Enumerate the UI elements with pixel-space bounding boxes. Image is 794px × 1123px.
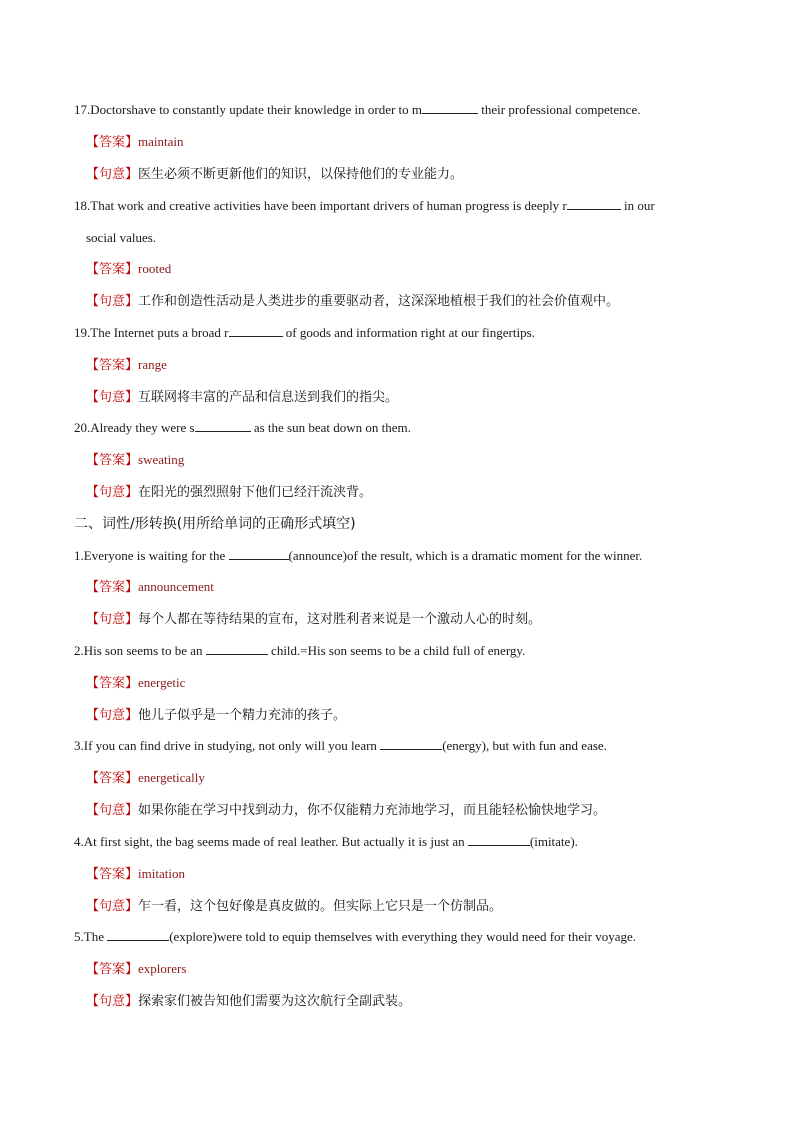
question-text: The <box>83 929 108 944</box>
question-text: in our <box>620 198 655 213</box>
answer-tag: 【答案】 <box>86 453 139 468</box>
question-text: social values. <box>86 230 157 245</box>
meaning-text: 在阳光的强烈照射下他们已经汗流浃背。 <box>138 485 373 500</box>
answer-text: range <box>138 357 167 372</box>
meaning-text: 互联网将丰富的产品和信息送到我们的指尖。 <box>138 390 399 405</box>
meaning-text: 工作和创造性活动是人类进步的重要驱动者，这深深地植根于我们的社会价值观中。 <box>138 294 620 309</box>
meaning-line <box>86 388 734 407</box>
question-text: Already they were s <box>90 420 195 435</box>
meaning-tag: 【句意】 <box>86 167 139 182</box>
question-number: 1. <box>74 548 84 563</box>
question-text: If you can find drive in studying, not only will you learn <box>83 738 381 753</box>
meaning-tag: 【句意】 <box>86 803 139 818</box>
question-text: (imitate). <box>529 834 578 849</box>
answer-tag: 【答案】 <box>86 867 139 882</box>
question-text: (explore)were told to equip themselves with everything they would need for their voyage. <box>169 929 636 944</box>
question-text: (announce)of the result, which is a dramatic moment for the winner. <box>288 548 643 563</box>
question-2-1 <box>74 547 734 565</box>
answer-text: energetically <box>138 770 205 785</box>
answer-blank <box>567 197 621 210</box>
question-text: their professional competence. <box>478 102 641 117</box>
question-2-2 <box>74 642 734 660</box>
meaning-text: 乍一看，这个包好像是真皮做的。但实际上它只是一个仿制品。 <box>138 899 503 914</box>
meaning-line <box>86 706 734 725</box>
answer-tag: 【答案】 <box>86 962 139 977</box>
meaning-tag: 【句意】 <box>86 294 139 309</box>
meaning-text: 如果你能在学习中找到动力，你不仅能精力充沛地学习，而且能轻松愉快地学习。 <box>138 803 607 818</box>
question-text: (energy), but with fun and ease. <box>442 738 607 753</box>
question-20 <box>74 419 734 437</box>
question-18 <box>74 197 734 215</box>
meaning-tag: 【句意】 <box>86 899 139 914</box>
question-text: as the sun beat down on them. <box>250 420 411 435</box>
question-text: of goods and information right at our fingertips. <box>282 325 535 340</box>
answer-blank <box>107 928 169 941</box>
answer-line <box>86 578 734 597</box>
meaning-line <box>86 992 734 1011</box>
answer-text: rooted <box>138 261 172 276</box>
answer-tag: 【答案】 <box>86 676 139 691</box>
answer-blank <box>422 101 478 114</box>
answer-line <box>86 674 734 693</box>
question-text: The Internet puts a broad r <box>90 325 229 340</box>
answer-line <box>86 451 734 470</box>
answer-line <box>86 356 734 375</box>
answer-line <box>86 769 734 788</box>
question-text: That work and creative activities have been important drivers of human progress is deeply r <box>90 198 567 213</box>
question-text: Everyone is waiting for the <box>83 548 229 563</box>
answer-blank <box>229 547 289 560</box>
meaning-line <box>86 292 734 311</box>
answer-tag: 【答案】 <box>86 262 139 277</box>
meaning-tag: 【句意】 <box>86 612 139 627</box>
question-number: 4. <box>74 834 84 849</box>
answer-text: imitation <box>138 866 185 881</box>
answer-blank <box>380 737 442 750</box>
question-text: His son seems to be an <box>83 643 206 658</box>
answer-line <box>86 133 734 152</box>
meaning-line <box>86 897 734 916</box>
question-2-3 <box>74 737 734 755</box>
question-text: Doctorshave to constantly update their knowledge in order to m <box>90 102 423 117</box>
answer-tag: 【答案】 <box>86 580 139 595</box>
question-text: child.=His son seems to be a child full of energy. <box>267 643 526 658</box>
question-text: At first sight, the bag seems made of real leather. But actually it is just an <box>83 834 468 849</box>
answer-tag: 【答案】 <box>86 135 139 150</box>
question-2-5 <box>74 928 734 946</box>
meaning-text: 医生必须不断更新他们的知识，以保持他们的专业能力。 <box>138 167 464 182</box>
meaning-line <box>86 165 734 184</box>
answer-tag: 【答案】 <box>86 771 139 786</box>
answer-text: explorers <box>138 961 187 976</box>
answer-line <box>86 260 734 279</box>
question-number: 19. <box>74 325 91 340</box>
meaning-line <box>86 610 734 629</box>
meaning-tag: 【句意】 <box>86 708 139 723</box>
answer-blank <box>229 324 283 337</box>
answer-text: sweating <box>138 452 185 467</box>
section-heading: 二、词性/形转换(用所给单词的正确形式填空) <box>74 516 356 532</box>
meaning-tag: 【句意】 <box>86 485 139 500</box>
meaning-text: 他儿子似乎是一个精力充沛的孩子。 <box>138 708 347 723</box>
meaning-text: 每个人都在等待结果的宣布，这对胜利者来说是一个激动人心的时刻。 <box>138 612 542 627</box>
question-2-4 <box>74 833 734 851</box>
question-number: 17. <box>74 102 91 117</box>
answer-blank <box>468 833 530 846</box>
question-number: 18. <box>74 198 91 213</box>
answer-text: announcement <box>138 579 214 594</box>
answer-line <box>86 865 734 884</box>
meaning-text: 探索家们被告知他们需要为这次航行全副武装。 <box>138 994 412 1009</box>
question-number: 2. <box>74 643 84 658</box>
answer-tag: 【答案】 <box>86 358 139 373</box>
question-number: 20. <box>74 420 91 435</box>
answer-text: maintain <box>138 134 184 149</box>
question-number: 3. <box>74 738 84 753</box>
question-18-continued <box>86 229 734 247</box>
answer-text: energetic <box>138 675 186 690</box>
answer-blank <box>195 419 251 432</box>
meaning-line <box>86 483 734 502</box>
meaning-tag: 【句意】 <box>86 390 139 405</box>
question-number: 5. <box>74 929 84 944</box>
meaning-line <box>86 801 734 820</box>
answer-blank <box>206 642 268 655</box>
meaning-tag: 【句意】 <box>86 994 139 1009</box>
question-19 <box>74 324 734 342</box>
question-17 <box>74 101 734 119</box>
answer-line <box>86 960 734 979</box>
